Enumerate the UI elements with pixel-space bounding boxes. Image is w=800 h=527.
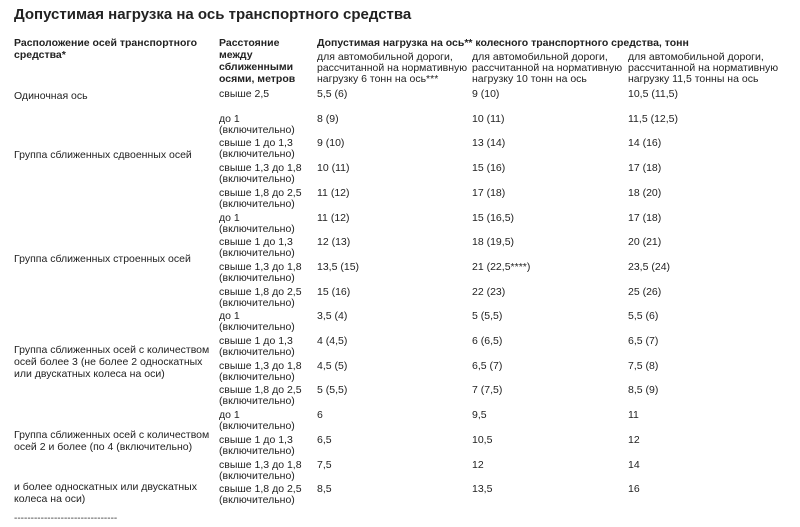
distance-cell-note: (включительно)	[219, 124, 295, 136]
load-11-5t-cell: 14 (16)	[628, 137, 662, 149]
load-11-5t-cell: 25 (26)	[628, 286, 662, 298]
load-11-5t-cell: 6,5 (7)	[628, 335, 659, 347]
load-11-5t-cell: 14	[628, 459, 640, 471]
load-10t-cell: 18 (19,5)	[472, 236, 515, 248]
load-6t-cell: 12 (13)	[317, 236, 351, 248]
load-11-5t-cell: 17 (18)	[628, 162, 662, 174]
group-label-single-axle: Одиночная ось	[14, 90, 88, 102]
load-6t-cell: 7,5	[317, 459, 332, 471]
group-label-multi-axles-3-line1: и более односкатных или двускатных	[14, 481, 197, 493]
load-11-5t-cell: 20 (21)	[628, 236, 662, 248]
col3-header-line1: для автомобильной дороги,	[317, 51, 453, 63]
load-6t-cell: 9 (10)	[317, 137, 345, 149]
load-10t-cell: 10 (11)	[472, 113, 505, 125]
footnote-rule: -------------------------------	[14, 513, 118, 524]
col2-header-line3: сближенными	[219, 61, 294, 73]
load-11-5t-cell: 23,5 (24)	[628, 261, 671, 273]
distance-cell-note: (включительно)	[219, 371, 295, 383]
load-6t-cell: 8,5	[317, 483, 332, 495]
col4-header-line3: нагрузку 10 тонн на ось	[472, 73, 587, 85]
distance-cell-note: (включительно)	[219, 494, 295, 506]
group-label-multi-axles-2-line2: осей 2 и более (по 4 (включительно)	[14, 441, 193, 453]
distance-cell: до 1	[219, 310, 240, 322]
load-6t-cell: 11 (12)	[317, 212, 350, 224]
load-6t-cell: 15 (16)	[317, 286, 351, 298]
distance-cell: свыше 1,8 до 2,5	[219, 187, 302, 199]
load-10t-cell: 21 (22,5****)	[472, 261, 531, 273]
load-6t-cell: 4 (4,5)	[317, 335, 348, 347]
group-label-multi-axles-line1: Группа сближенных осей с количеством	[14, 344, 210, 356]
distance-cell: до 1	[219, 212, 240, 224]
load-10t-cell: 6,5 (7)	[472, 360, 503, 372]
load-6t-cell: 3,5 (4)	[317, 310, 348, 322]
col5-header-line3: нагрузку 11,5 тонны на ось	[628, 73, 759, 85]
col3-header-line2: рассчитанной на нормативную	[317, 62, 468, 74]
distance-cell: свыше 1 до 1,3	[219, 236, 293, 248]
load-6t-cell: 6	[317, 409, 323, 421]
load-11-5t-cell: 10,5 (11,5)	[628, 88, 679, 100]
load-11-5t-cell: 8,5 (9)	[628, 384, 659, 396]
load-10t-cell: 9,5	[472, 409, 487, 421]
distance-cell: свыше 1 до 1,3	[219, 335, 293, 347]
load-10t-cell: 9 (10)	[472, 88, 500, 100]
load-6t-cell: 10 (11)	[317, 162, 350, 174]
load-10t-cell: 15 (16,5)	[472, 212, 515, 224]
load-6t-cell: 13,5 (15)	[317, 261, 360, 273]
distance-cell-note: (включительно)	[219, 420, 295, 432]
load-10t-cell: 7 (7,5)	[472, 384, 503, 396]
load-11-5t-cell: 12	[628, 434, 640, 446]
col2-header-line2: между	[219, 49, 253, 61]
col4-header-line1: для автомобильной дороги,	[472, 51, 608, 63]
distance-cell-note: (включительно)	[219, 173, 295, 185]
distance-cell: свыше 1,3 до 1,8	[219, 162, 302, 174]
distance-cell: свыше 1,8 до 2,5	[219, 483, 302, 495]
load-10t-cell: 15 (16)	[472, 162, 506, 174]
load-10t-cell: 17 (18)	[472, 187, 506, 199]
load-10t-cell: 5 (5,5)	[472, 310, 503, 322]
distance-cell: свыше 1,8 до 2,5	[219, 384, 302, 396]
distance-cell-note: (включительно)	[219, 247, 295, 259]
col4-header-line2: рассчитанной на нормативную	[472, 62, 623, 74]
distance-cell: свыше 1,3 до 1,8	[219, 459, 302, 471]
load-6t-cell: 4,5 (5)	[317, 360, 348, 372]
distance-cell-note: (включительно)	[219, 297, 295, 309]
document-title: Допустимая нагрузка на ось транспортного средства	[14, 6, 412, 23]
group-label-triple-axles: Группа сближенных строенных осей	[14, 253, 191, 265]
load-6t-cell: 11 (12)	[317, 187, 350, 199]
distance-cell: свыше 2,5	[219, 88, 270, 100]
group-label-multi-axles-line3: или двускатных колеса на оси)	[14, 368, 165, 380]
col3-header-line3: нагрузку 6 тонн на ось***	[317, 73, 439, 85]
col2-header-line1: Расстояние	[219, 37, 280, 49]
distance-cell: свыше 1 до 1,3	[219, 137, 293, 149]
col5-header-line1: для автомобильной дороги,	[628, 51, 764, 63]
group-label-multi-axles-2-line1: Группа сближенных осей с количеством	[14, 429, 210, 441]
distance-cell-note: (включительно)	[219, 321, 295, 333]
load-11-5t-cell: 5,5 (6)	[628, 310, 659, 322]
group-label-multi-axles-3-line2: колеса на оси)	[14, 493, 86, 505]
load-group-header: Допустимая нагрузка на ось** колесного транспортного средства, тонн	[317, 37, 689, 49]
distance-cell-note: (включительно)	[219, 198, 295, 210]
load-11-5t-cell: 7,5 (8)	[628, 360, 659, 372]
distance-cell: до 1	[219, 409, 240, 421]
load-10t-cell: 13 (14)	[472, 137, 506, 149]
load-11-5t-cell: 16	[628, 483, 640, 495]
group-label-multi-axles-line2: осей более 3 (не более 2 односкатных	[14, 356, 203, 368]
distance-cell-note: (включительно)	[219, 346, 295, 358]
group-label-tandem-axles: Группа сближенных сдвоенных осей	[14, 149, 192, 161]
distance-cell: свыше 1,3 до 1,8	[219, 360, 302, 372]
load-11-5t-cell: 18 (20)	[628, 187, 662, 199]
distance-cell-note: (включительно)	[219, 223, 295, 235]
load-6t-cell: 5 (5,5)	[317, 384, 348, 396]
load-6t-cell: 6,5	[317, 434, 332, 446]
load-6t-cell: 8 (9)	[317, 113, 339, 125]
distance-cell-note: (включительно)	[219, 470, 295, 482]
load-11-5t-cell: 17 (18)	[628, 212, 662, 224]
load-10t-cell: 12	[472, 459, 484, 471]
distance-cell: свыше 1 до 1,3	[219, 434, 293, 446]
col1-header-line1: Расположение осей транспортного	[14, 37, 198, 49]
col5-header-line2: рассчитанной на нормативную	[628, 62, 779, 74]
col1-header-line2: средства*	[14, 49, 66, 61]
col2-header-line4: осями, метров	[219, 73, 296, 85]
distance-cell-note: (включительно)	[219, 148, 295, 160]
load-10t-cell: 10,5	[472, 434, 493, 446]
distance-cell-note: (включительно)	[219, 395, 295, 407]
distance-cell-note: (включительно)	[219, 272, 295, 284]
distance-cell: до 1	[219, 113, 240, 125]
load-11-5t-cell: 11,5 (12,5)	[628, 113, 679, 125]
load-10t-cell: 13,5	[472, 483, 493, 495]
load-10t-cell: 6 (6,5)	[472, 335, 503, 347]
distance-cell: свыше 1,8 до 2,5	[219, 286, 302, 298]
distance-cell: свыше 1,3 до 1,8	[219, 261, 302, 273]
load-6t-cell: 5,5 (6)	[317, 88, 348, 100]
load-10t-cell: 22 (23)	[472, 286, 506, 298]
load-11-5t-cell: 11	[628, 409, 639, 421]
distance-cell-note: (включительно)	[219, 445, 295, 457]
